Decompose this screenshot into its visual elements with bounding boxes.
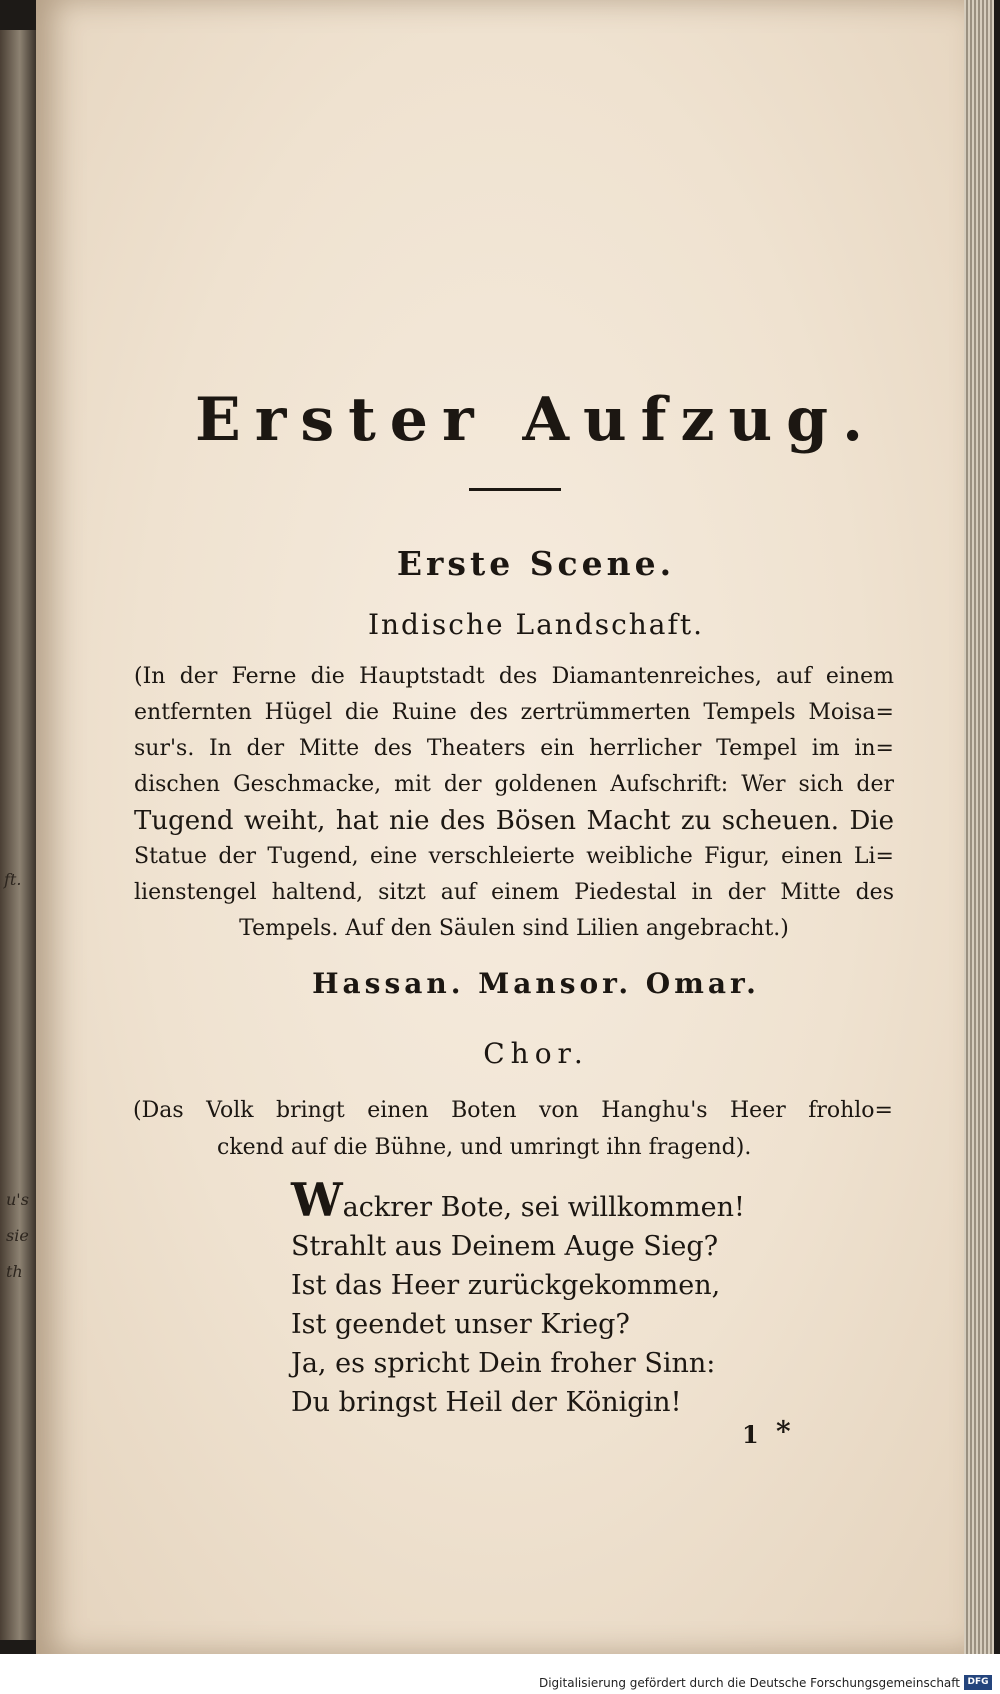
verse-line: Strahlt aus Deinem Auge Sieg? (291, 1231, 719, 1262)
footer-bar (0, 1654, 1000, 1694)
stage-direction-line: lienstengel haltend, sitzt auf einem Piedestal in der Mitte des (134, 880, 894, 905)
verse-line-text: ackrer Bote, sei willkommen! (342, 1192, 745, 1223)
footer-credit: Digitalisierung gefördert durch die Deutsche Forschungsgemeinschaft (538, 1676, 960, 1690)
stage-direction-line: Tempels. Auf den Säulen sind Lilien angebracht.) (239, 916, 789, 941)
previous-page-edge (0, 30, 36, 1640)
chor-direction-line: ckend auf die Bühne, und umringt ihn fragend). (217, 1135, 752, 1160)
stage-direction-line: Statue der Tugend, eine verschleierte weibliche Figur, einen Li= (134, 844, 894, 869)
stage-direction-line: Tugend weiht, hat nie des Bösen Macht zu scheuen. Die (134, 806, 894, 836)
page-stack-edge (960, 0, 994, 1654)
signature-mark: * (776, 1415, 791, 1448)
previous-page-fragment: th (6, 1262, 23, 1281)
page-number: 1 (742, 1420, 759, 1449)
verse-line (291, 1173, 745, 1227)
stage-direction-line: sur's. In der Mitte des Theaters ein herrlicher Tempel im in= (134, 736, 894, 761)
scene-subtitle: Indische Landschaft. (367, 608, 705, 641)
previous-page-fragment: ft. (4, 870, 22, 889)
act-title: Erster Aufzug. (194, 385, 878, 455)
previous-page-fragment: u's (6, 1190, 29, 1209)
stage-direction-line: (In der Ferne die Hauptstadt des Diamantenreiches, auf einem (134, 664, 894, 689)
previous-page-fragment: sie (6, 1226, 29, 1245)
chor-direction-line: (Das Volk bringt einen Boten von Hanghu's Heer frohlo= (133, 1098, 893, 1123)
chor-direction (133, 1092, 893, 1166)
verse-line: Ist das Heer zurückgekommen, (291, 1270, 721, 1301)
character-list: Hassan. Mansor. Omar. (312, 967, 760, 1000)
verse-line: Ja, es spricht Dein froher Sinn: (291, 1348, 716, 1379)
chor-heading: Chor. (483, 1037, 589, 1070)
dfg-logo-icon: DFG (964, 1675, 992, 1690)
stage-direction (134, 659, 894, 947)
stage-direction-line: entfernten Hügel die Ruine des zertrümmerten Tempels Moisa= (134, 700, 894, 725)
verse-block (291, 1173, 745, 1422)
drop-cap: W (291, 1173, 343, 1227)
verse-line: Ist geendet unser Krieg? (291, 1309, 630, 1340)
verse-line: Du bringst Heil der Königin! (291, 1387, 682, 1418)
book-page (36, 0, 964, 1654)
stage-direction-line: dischen Geschmacke, mit der goldenen Aufschrift: Wer sich der (134, 772, 894, 797)
scene-title: Erste Scene. (396, 544, 676, 583)
title-divider (469, 488, 561, 491)
